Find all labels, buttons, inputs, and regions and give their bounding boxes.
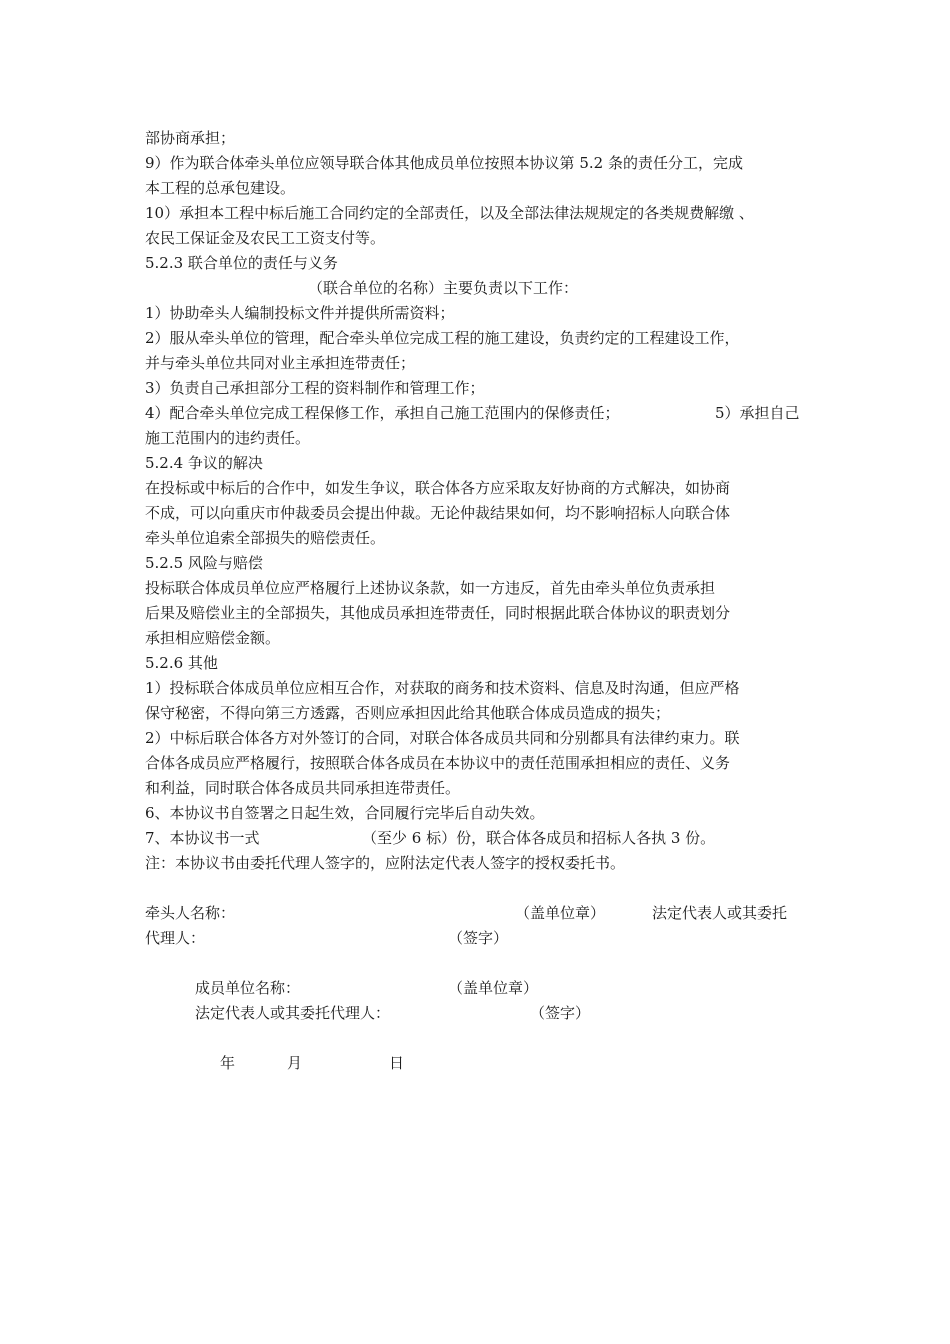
- text-line: 4）配合牵头单位完成工程保修工作，承担自己施工范围内的保修责任；: [145, 404, 620, 422]
- lead-name-label: 牵头人名称：: [145, 904, 236, 922]
- date-year-label: 年: [220, 1054, 236, 1072]
- member-seal-label: （盖单位章）: [448, 979, 539, 997]
- text-line: （至少 6 标）份，联合体各成员和招标人各执 3 份。: [362, 829, 716, 847]
- lead-rep-label: 法定代表人或其委托: [652, 904, 788, 922]
- text-line: 在投标或中标后的合作中，如发生争议，联合体各方应采取友好协商的方式解决，如协商: [145, 479, 731, 497]
- date-month-label: 月: [287, 1054, 303, 1072]
- text-line: 后果及赔偿业主的全部损失，其他成员承担连带责任，同时根据此联合体协议的职责划分: [145, 604, 731, 622]
- section-heading-5-2-6: 5.2.6 其他: [145, 654, 218, 672]
- text-line: 保守秘密，不得向第三方透露，否则应承担因此给其他联合体成员造成的损失；: [145, 704, 671, 722]
- text-line: 施工范围内的违约责任。: [145, 429, 311, 447]
- section-heading-5-2-5: 5.2.5 风险与赔偿: [145, 554, 263, 572]
- text-line: 6、本协议书自签署之日起生效，合同履行完毕后自动失效。: [145, 804, 545, 822]
- member-name-label: 成员单位名称：: [195, 979, 301, 997]
- text-line: 1）协助牵头人编制投标文件并提供所需资料；: [145, 304, 455, 322]
- lead-rep-label-cont: 代理人：: [145, 929, 206, 947]
- text-line: 合体各成员应严格履行，按照联合体各成员在本协议中的责任范围承担相应的责任、义务: [145, 754, 731, 772]
- text-line: 5）承担自己: [715, 404, 800, 422]
- text-line: 7、本协议书一式: [145, 829, 260, 847]
- section-heading-5-2-3: 5.2.3 联合单位的责任与义务: [145, 254, 338, 272]
- text-line: 和利益，同时联合体各成员共同承担连带责任。: [145, 779, 461, 797]
- text-line: 部协商承担；: [145, 129, 236, 147]
- text-line: 承担相应赔偿金额。: [145, 629, 281, 647]
- member-sign-label: （签字）: [530, 1004, 591, 1022]
- text-line: 9）作为联合体牵头单位应领导联合体其他成员单位按照本协议第 5.2 条的责任分工，完成: [145, 154, 743, 172]
- text-line: 10）承担本工程中标后施工合同约定的全部责任，以及全部法律法规规定的各类规费解缴 、: [145, 204, 754, 222]
- text-line: 1）投标联合体成员单位应相互合作，对获取的商务和技术资料、信息及时沟通，但应严格: [145, 679, 740, 697]
- text-line: 3）负责自己承担部分工程的资料制作和管理工作；: [145, 379, 485, 397]
- lead-sign-label: （签字）: [448, 929, 509, 947]
- section-heading-5-2-4: 5.2.4 争议的解决: [145, 454, 263, 472]
- text-line: 农民工保证金及农民工工资支付等。: [145, 229, 386, 247]
- text-line: 2）中标后联合体各方对外签订的合同，对联合体各成员共同和分别都具有法律约束力。联: [145, 729, 740, 747]
- text-line: 本工程的总承包建设。: [145, 179, 296, 197]
- note-line: 注：本协议书由委托代理人签字的，应附法定代表人签字的授权委托书。: [145, 854, 626, 872]
- member-rep-label: 法定代表人或其委托代理人：: [195, 1004, 391, 1022]
- date-day-label: 日: [389, 1054, 405, 1072]
- text-line: 2）服从牵头单位的管理，配合牵头单位完成工程的施工建设，负责约定的工程建设工作，: [145, 329, 740, 347]
- text-line: 并与牵头单位共同对业主承担连带责任；: [145, 354, 416, 372]
- text-line: 投标联合体成员单位应严格履行上述协议条款，如一方违反，首先由牵头单位负责承担: [145, 579, 716, 597]
- text-line: 不成，可以向重庆市仲裁委员会提出仲裁。无论仲裁结果如何，均不影响招标人向联合体: [145, 504, 731, 522]
- text-line: （联合单位的名称）主要负责以下工作：: [308, 279, 579, 297]
- text-line: 牵头单位追索全部损失的赔偿责任。: [145, 529, 386, 547]
- lead-seal-label: （盖单位章）: [515, 904, 606, 922]
